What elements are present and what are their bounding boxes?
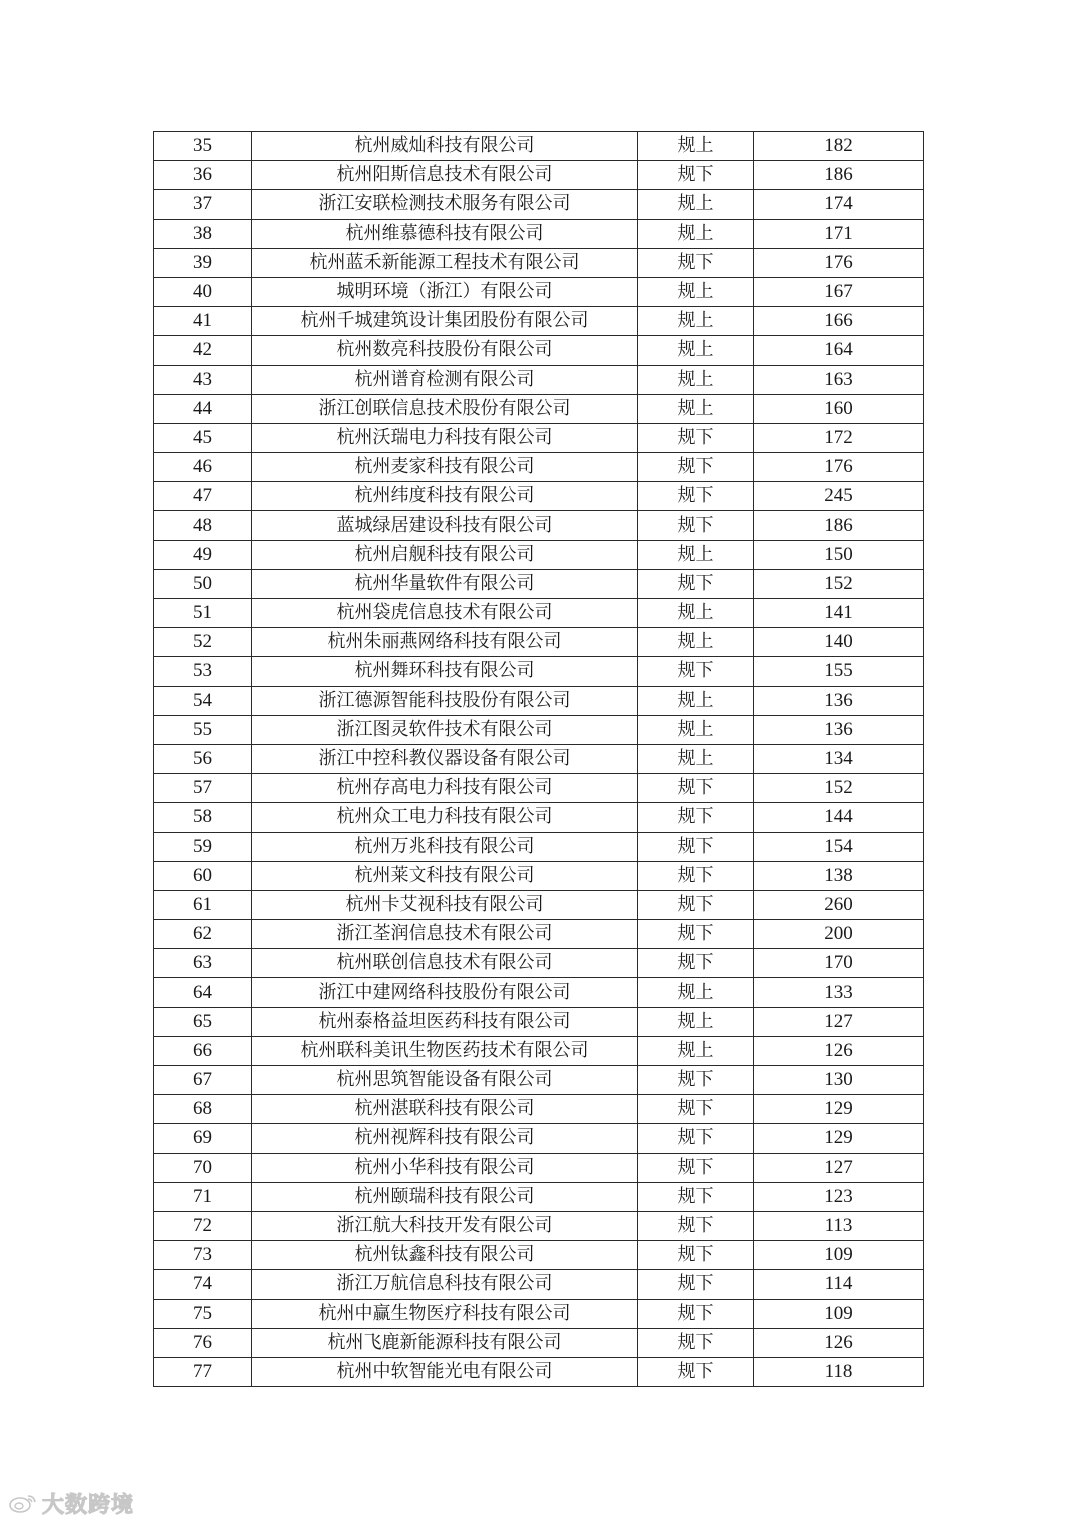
table-row <box>154 1270 924 1299</box>
table-row <box>154 949 924 978</box>
scale-cell: 规下 <box>638 511 754 540</box>
company-name-cell: 杭州蓝禾新能源工程技术有限公司 <box>252 248 638 277</box>
scale-cell: 规上 <box>638 540 754 569</box>
watermark <box>8 1488 134 1518</box>
table-row <box>154 774 924 803</box>
scale-cell: 规上 <box>638 628 754 657</box>
table-row <box>154 1036 924 1065</box>
scale-cell: 规上 <box>638 394 754 423</box>
company-name-cell: 杭州千城建筑设计集团股份有限公司 <box>252 307 638 336</box>
table-row <box>154 1357 924 1386</box>
scale-cell: 规上 <box>638 219 754 248</box>
table-row <box>154 832 924 861</box>
value-cell: 200 <box>754 920 924 949</box>
scale-cell: 规下 <box>638 657 754 686</box>
company-name-cell: 杭州存高电力科技有限公司 <box>252 774 638 803</box>
scale-cell: 规上 <box>638 336 754 365</box>
company-name-cell: 杭州朱丽燕网络科技有限公司 <box>252 628 638 657</box>
company-name-cell: 浙江荃润信息技术有限公司 <box>252 920 638 949</box>
value-cell: 136 <box>754 715 924 744</box>
row-number-cell: 38 <box>154 219 252 248</box>
row-number-cell: 54 <box>154 686 252 715</box>
scale-cell: 规下 <box>638 423 754 452</box>
value-cell: 127 <box>754 1153 924 1182</box>
table-row <box>154 890 924 919</box>
table-row <box>154 248 924 277</box>
scale-cell: 规上 <box>638 307 754 336</box>
company-name-cell: 杭州联科美讯生物医药技术有限公司 <box>252 1036 638 1065</box>
value-cell: 129 <box>754 1095 924 1124</box>
table-row <box>154 1124 924 1153</box>
table-row <box>154 1066 924 1095</box>
company-name-cell: 浙江图灵软件技术有限公司 <box>252 715 638 744</box>
watermark-text: 大数跨境 <box>42 1492 135 1518</box>
scale-cell: 规上 <box>638 277 754 306</box>
row-number-cell: 42 <box>154 336 252 365</box>
scale-cell: 规上 <box>638 365 754 394</box>
scale-cell: 规下 <box>638 1299 754 1328</box>
table-row <box>154 336 924 365</box>
value-cell: 138 <box>754 861 924 890</box>
row-number-cell: 63 <box>154 949 252 978</box>
scale-cell: 规下 <box>638 569 754 598</box>
scale-cell: 规下 <box>638 832 754 861</box>
scale-cell: 规下 <box>638 1066 754 1095</box>
scale-cell: 规上 <box>638 686 754 715</box>
row-number-cell: 39 <box>154 248 252 277</box>
company-name-cell: 杭州麦家科技有限公司 <box>252 453 638 482</box>
scale-cell: 规下 <box>638 774 754 803</box>
row-number-cell: 47 <box>154 482 252 511</box>
table-row <box>154 511 924 540</box>
row-number-cell: 76 <box>154 1328 252 1357</box>
row-number-cell: 48 <box>154 511 252 540</box>
table-row <box>154 307 924 336</box>
value-cell: 123 <box>754 1182 924 1211</box>
table-row <box>154 628 924 657</box>
company-name-cell: 杭州钛鑫科技有限公司 <box>252 1241 638 1270</box>
value-cell: 109 <box>754 1241 924 1270</box>
table-row <box>154 1241 924 1270</box>
row-number-cell: 36 <box>154 161 252 190</box>
scale-cell: 规上 <box>638 1007 754 1036</box>
value-cell: 141 <box>754 599 924 628</box>
value-cell: 152 <box>754 774 924 803</box>
row-number-cell: 58 <box>154 803 252 832</box>
scale-cell: 规下 <box>638 161 754 190</box>
scale-cell: 规上 <box>638 744 754 773</box>
company-name-cell: 杭州舞环科技有限公司 <box>252 657 638 686</box>
value-cell: 171 <box>754 219 924 248</box>
company-name-cell: 杭州华量软件有限公司 <box>252 569 638 598</box>
table-row <box>154 277 924 306</box>
row-number-cell: 37 <box>154 190 252 219</box>
company-name-cell: 浙江中建网络科技股份有限公司 <box>252 978 638 1007</box>
value-cell: 166 <box>754 307 924 336</box>
company-name-cell: 浙江航大科技开发有限公司 <box>252 1211 638 1240</box>
table-row <box>154 1007 924 1036</box>
table-row <box>154 1153 924 1182</box>
scale-cell: 规上 <box>638 190 754 219</box>
table-body <box>154 132 924 1387</box>
value-cell: 133 <box>754 978 924 1007</box>
row-number-cell: 71 <box>154 1182 252 1211</box>
scale-cell: 规下 <box>638 803 754 832</box>
value-cell: 140 <box>754 628 924 657</box>
value-cell: 127 <box>754 1007 924 1036</box>
company-name-cell: 杭州小华科技有限公司 <box>252 1153 638 1182</box>
company-name-cell: 浙江德源智能科技股份有限公司 <box>252 686 638 715</box>
table-row <box>154 599 924 628</box>
table-row <box>154 453 924 482</box>
table-row <box>154 394 924 423</box>
row-number-cell: 60 <box>154 861 252 890</box>
company-name-cell: 浙江万航信息科技有限公司 <box>252 1270 638 1299</box>
scale-cell: 规下 <box>638 861 754 890</box>
row-number-cell: 49 <box>154 540 252 569</box>
value-cell: 154 <box>754 832 924 861</box>
company-name-cell: 杭州莱文科技有限公司 <box>252 861 638 890</box>
row-number-cell: 51 <box>154 599 252 628</box>
scale-cell: 规下 <box>638 949 754 978</box>
value-cell: 186 <box>754 161 924 190</box>
value-cell: 129 <box>754 1124 924 1153</box>
value-cell: 126 <box>754 1036 924 1065</box>
value-cell: 176 <box>754 453 924 482</box>
value-cell: 167 <box>754 277 924 306</box>
row-number-cell: 40 <box>154 277 252 306</box>
table-row <box>154 1328 924 1357</box>
row-number-cell: 65 <box>154 1007 252 1036</box>
value-cell: 163 <box>754 365 924 394</box>
scale-cell: 规下 <box>638 1328 754 1357</box>
row-number-cell: 50 <box>154 569 252 598</box>
value-cell: 144 <box>754 803 924 832</box>
table-row <box>154 219 924 248</box>
scale-cell: 规上 <box>638 1036 754 1065</box>
row-number-cell: 77 <box>154 1357 252 1386</box>
company-name-cell: 杭州维慕德科技有限公司 <box>252 219 638 248</box>
company-name-cell: 杭州颐瑞科技有限公司 <box>252 1182 638 1211</box>
company-table <box>153 131 924 1387</box>
value-cell: 136 <box>754 686 924 715</box>
value-cell: 172 <box>754 423 924 452</box>
value-cell: 118 <box>754 1357 924 1386</box>
scale-cell: 规上 <box>638 715 754 744</box>
value-cell: 134 <box>754 744 924 773</box>
table-row <box>154 686 924 715</box>
company-name-cell: 杭州湛联科技有限公司 <box>252 1095 638 1124</box>
scale-cell: 规上 <box>638 132 754 161</box>
row-number-cell: 43 <box>154 365 252 394</box>
scale-cell: 规下 <box>638 890 754 919</box>
company-name-cell: 杭州联创信息技术有限公司 <box>252 949 638 978</box>
table-row <box>154 861 924 890</box>
company-name-cell: 杭州思筑智能设备有限公司 <box>252 1066 638 1095</box>
row-number-cell: 75 <box>154 1299 252 1328</box>
company-name-cell: 杭州谱育检测有限公司 <box>252 365 638 394</box>
table-row <box>154 482 924 511</box>
company-name-cell: 杭州视辉科技有限公司 <box>252 1124 638 1153</box>
table-row <box>154 715 924 744</box>
scale-cell: 规下 <box>638 1357 754 1386</box>
scale-cell: 规下 <box>638 1241 754 1270</box>
value-cell: 155 <box>754 657 924 686</box>
row-number-cell: 46 <box>154 453 252 482</box>
scale-cell: 规下 <box>638 1095 754 1124</box>
scale-cell: 规下 <box>638 482 754 511</box>
row-number-cell: 52 <box>154 628 252 657</box>
value-cell: 130 <box>754 1066 924 1095</box>
scale-cell: 规下 <box>638 248 754 277</box>
table-row <box>154 161 924 190</box>
row-number-cell: 53 <box>154 657 252 686</box>
company-name-cell: 杭州数亮科技股份有限公司 <box>252 336 638 365</box>
company-name-cell: 浙江中控科教仪器设备有限公司 <box>252 744 638 773</box>
company-name-cell: 杭州启舰科技有限公司 <box>252 540 638 569</box>
company-name-cell: 杭州威灿科技有限公司 <box>252 132 638 161</box>
row-number-cell: 67 <box>154 1066 252 1095</box>
row-number-cell: 55 <box>154 715 252 744</box>
company-name-cell: 杭州众工电力科技有限公司 <box>252 803 638 832</box>
company-name-cell: 浙江安联检测技术服务有限公司 <box>252 190 638 219</box>
row-number-cell: 73 <box>154 1241 252 1270</box>
row-number-cell: 59 <box>154 832 252 861</box>
row-number-cell: 70 <box>154 1153 252 1182</box>
scale-cell: 规下 <box>638 1153 754 1182</box>
value-cell: 164 <box>754 336 924 365</box>
table-row <box>154 1095 924 1124</box>
value-cell: 109 <box>754 1299 924 1328</box>
row-number-cell: 61 <box>154 890 252 919</box>
company-name-cell: 城明环境（浙江）有限公司 <box>252 277 638 306</box>
company-name-cell: 杭州万兆科技有限公司 <box>252 832 638 861</box>
scale-cell: 规下 <box>638 1124 754 1153</box>
row-number-cell: 35 <box>154 132 252 161</box>
value-cell: 182 <box>754 132 924 161</box>
company-name-cell: 杭州飞鹿新能源科技有限公司 <box>252 1328 638 1357</box>
value-cell: 186 <box>754 511 924 540</box>
company-name-cell: 杭州卡艾视科技有限公司 <box>252 890 638 919</box>
scale-cell: 规下 <box>638 1211 754 1240</box>
table-row <box>154 1299 924 1328</box>
company-name-cell: 杭州中软智能光电有限公司 <box>252 1357 638 1386</box>
table-row <box>154 423 924 452</box>
row-number-cell: 62 <box>154 920 252 949</box>
company-name-cell: 杭州阳斯信息技术有限公司 <box>252 161 638 190</box>
value-cell: 126 <box>754 1328 924 1357</box>
value-cell: 176 <box>754 248 924 277</box>
company-name-cell: 杭州泰格益坦医药科技有限公司 <box>252 1007 638 1036</box>
row-number-cell: 66 <box>154 1036 252 1065</box>
row-number-cell: 64 <box>154 978 252 1007</box>
company-name-cell: 杭州袋虎信息技术有限公司 <box>252 599 638 628</box>
table-row <box>154 744 924 773</box>
value-cell: 114 <box>754 1270 924 1299</box>
row-number-cell: 68 <box>154 1095 252 1124</box>
value-cell: 152 <box>754 569 924 598</box>
value-cell: 113 <box>754 1211 924 1240</box>
table-row <box>154 657 924 686</box>
table-row <box>154 365 924 394</box>
table-row <box>154 1182 924 1211</box>
row-number-cell: 72 <box>154 1211 252 1240</box>
scale-cell: 规下 <box>638 453 754 482</box>
row-number-cell: 44 <box>154 394 252 423</box>
table-row <box>154 1211 924 1240</box>
table-row <box>154 803 924 832</box>
scale-cell: 规上 <box>638 599 754 628</box>
scale-cell: 规下 <box>638 920 754 949</box>
scale-cell: 规下 <box>638 1270 754 1299</box>
company-name-cell: 杭州沃瑞电力科技有限公司 <box>252 423 638 452</box>
value-cell: 170 <box>754 949 924 978</box>
value-cell: 150 <box>754 540 924 569</box>
row-number-cell: 69 <box>154 1124 252 1153</box>
weibo-logo-icon <box>8 1492 38 1514</box>
scale-cell: 规下 <box>638 1182 754 1211</box>
row-number-cell: 74 <box>154 1270 252 1299</box>
company-name-cell: 杭州纬度科技有限公司 <box>252 482 638 511</box>
value-cell: 160 <box>754 394 924 423</box>
company-name-cell: 蓝城绿居建设科技有限公司 <box>252 511 638 540</box>
table-row <box>154 190 924 219</box>
scale-cell: 规上 <box>638 978 754 1007</box>
value-cell: 260 <box>754 890 924 919</box>
table-row <box>154 132 924 161</box>
value-cell: 174 <box>754 190 924 219</box>
row-number-cell: 41 <box>154 307 252 336</box>
row-number-cell: 45 <box>154 423 252 452</box>
company-name-cell: 杭州中赢生物医疗科技有限公司 <box>252 1299 638 1328</box>
row-number-cell: 56 <box>154 744 252 773</box>
table-row <box>154 920 924 949</box>
table-row <box>154 569 924 598</box>
company-name-cell: 浙江创联信息技术股份有限公司 <box>252 394 638 423</box>
table-row <box>154 540 924 569</box>
value-cell: 245 <box>754 482 924 511</box>
row-number-cell: 57 <box>154 774 252 803</box>
table-row <box>154 978 924 1007</box>
